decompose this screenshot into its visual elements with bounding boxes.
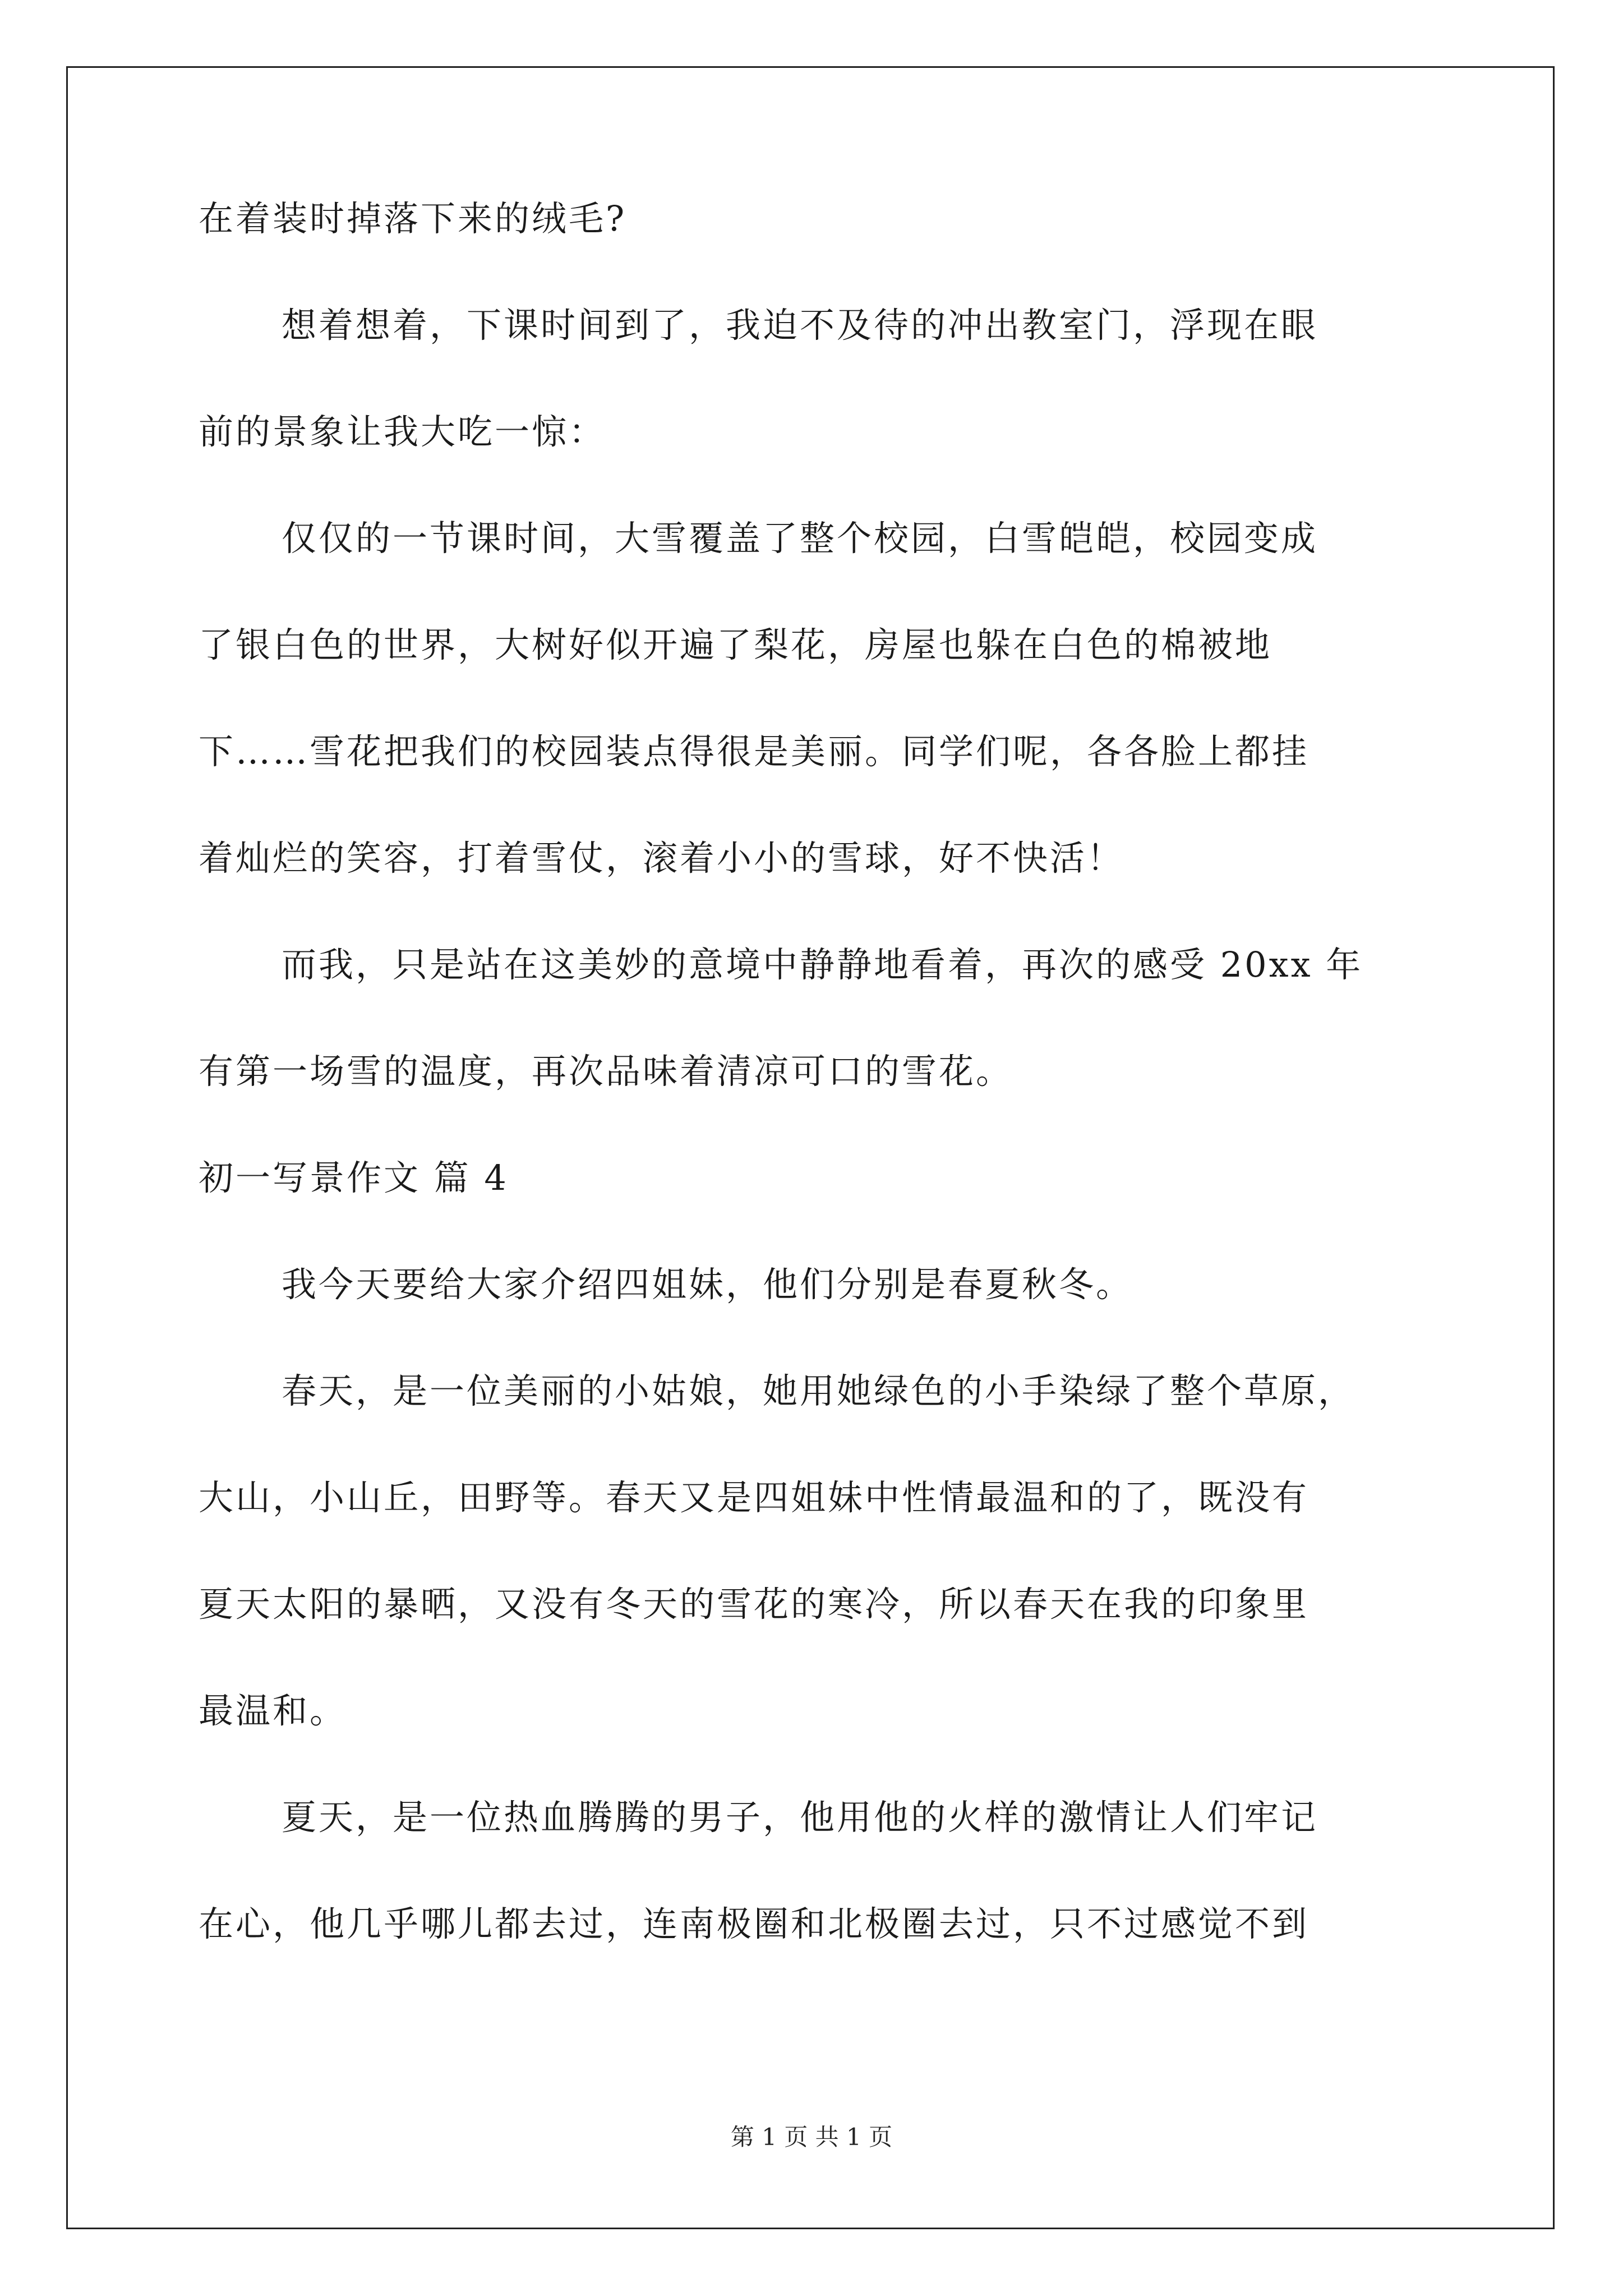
text-line: 大山，小山丘，田野等。春天又是四姐妹中性情最温和的了，既没有: [199, 1477, 1310, 1518]
paragraph-line: 夏天，是一位热血腾腾的男子，他用他的火样的激情让人们牢记: [282, 1797, 1318, 1838]
text-line: 在着装时掉落下来的绒毛?: [199, 198, 627, 239]
text-line: 在心，他几乎哪儿都去过，连南极圈和北极圈去过，只不过感觉不到: [199, 1903, 1310, 1944]
text-line: 有第一场雪的温度，再次品味着清凉可口的雪花。: [199, 1051, 1013, 1092]
text-line: 前的景象让我大吃一惊：: [199, 411, 606, 452]
text-line: 下……雪花把我们的校园装点得很是美丽。同学们呢，各各脸上都挂: [199, 731, 1310, 772]
paragraph-line: 春天，是一位美丽的小姑娘，她用她绿色的小手染绿了整个草原，: [282, 1370, 1355, 1411]
paragraph-line: 想着想着，下课时间到了，我迫不及待的冲出教室门，浮现在眼: [282, 305, 1318, 346]
section-heading: 初一写景作文 篇 4: [199, 1157, 509, 1198]
text-line: 着灿烂的笑容，打着雪仗，滚着小小的雪球，好不快活！: [199, 838, 1124, 878]
text-line: 最温和。: [199, 1690, 347, 1731]
text-line: 夏天太阳的暴晒，又没有冬天的雪花的寒冷，所以春天在我的印象里: [199, 1584, 1310, 1625]
paragraph-line: 仅仅的一节课时间，大雪覆盖了整个校园，白雪皑皑，校园变成: [282, 518, 1318, 559]
text-line: 了银白色的世界，大树好似开遍了梨花，房屋也躲在白色的棉被地: [199, 624, 1272, 665]
paragraph-line: 我今天要给大家介绍四姐妹，他们分别是春夏秋冬。: [282, 1264, 1133, 1305]
page-number-footer: 第 1 页 共 1 页: [730, 2123, 893, 2151]
paragraph-line: 而我，只是站在这美妙的意境中静静地看着，再次的感受 20xx 年: [282, 944, 1363, 985]
